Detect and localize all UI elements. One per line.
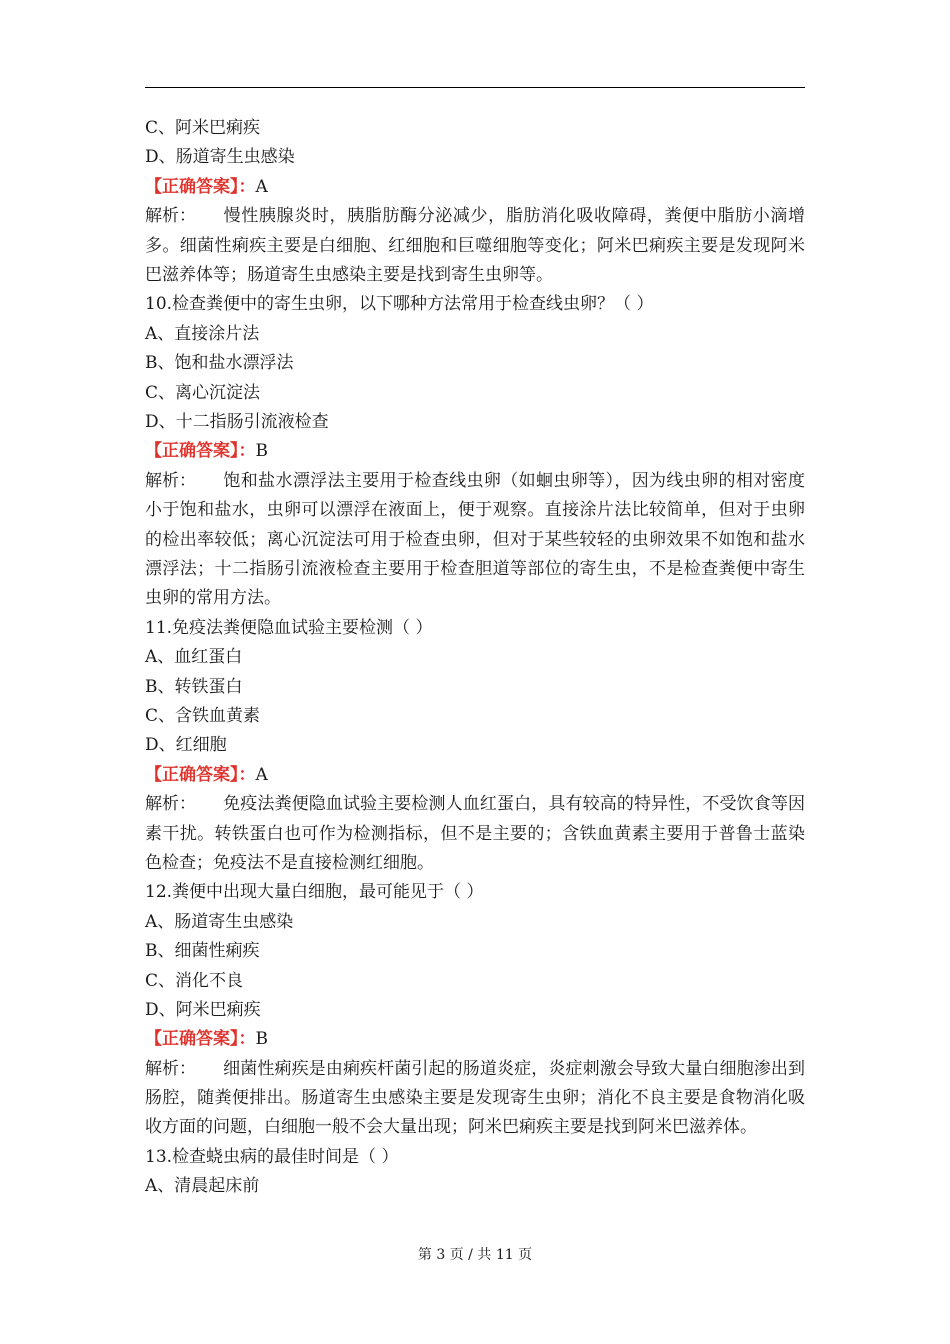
analysis-text: 细菌性痢疾是由痢疾杆菌引起的肠道炎症，炎症刺激会导致大量白细胞渗出到肠腔，随粪便排出。肠道寄生虫感染主要是发现寄生虫卵；消化不良主要是食物消化吸收方面的问题，白细胞一般不会大量出现；阿米巴痢疾主要是找到阿米巴滋养体。 <box>145 1058 805 1138</box>
question-stem: 12.粪便中出现大量白细胞，最可能见于（ ） <box>145 882 484 903</box>
analysis-paragraph <box>145 467 805 614</box>
question-stem: 10.检查粪便中的寄生虫卵，以下哪种方法常用于检查线虫卵？（ ） <box>145 294 654 315</box>
header-rule <box>145 87 805 88</box>
answer-row <box>145 173 805 202</box>
option-b: B、饱和盐水漂浮法 <box>145 353 294 374</box>
answer-label: 【正确答案】： <box>145 764 256 785</box>
answer-label: 【正确答案】： <box>145 1029 256 1050</box>
option-d: D、十二指肠引流液检查 <box>145 411 329 432</box>
answer-value: A <box>255 176 268 197</box>
page-footer <box>0 1244 950 1264</box>
answer-value: B <box>255 441 268 462</box>
footer-middle: 页 / 共 <box>449 1247 492 1263</box>
analysis-text: 饱和盐水漂浮法主要用于检查线虫卵（如蛔虫卵等），因为线虫卵的相对密度小于饱和盐水，虫卵可以漂浮在液面上，便于观察。直接涂片法比较简单，但对于虫卵的检出率较低；离心沉淀法可用于检查虫卵，但对于某些较轻的虫卵效果不如饱和盐水漂浮法；十二指肠引流液检查主要用于检查胆道等部位的寄生虫，不是检查粪便中寄生虫卵的常用方法。 <box>145 470 805 609</box>
option-c: C、消化不良 <box>145 970 244 991</box>
footer-suffix: 页 <box>518 1247 533 1263</box>
option-b: B、细菌性痢疾 <box>145 941 260 962</box>
analysis-paragraph <box>145 1055 805 1143</box>
answer-label: 【正确答案】： <box>145 441 256 462</box>
analysis-text: 慢性胰腺炎时，胰脂肪酶分泌减少，脂肪消化吸收障碍，粪便中脂肪小滴增多。细菌性痢疾主要是白细胞、红细胞和巨噬细胞等变化；阿米巴痢疾主要是发现阿米巴滋养体等；肠道寄生虫感染主要是找到寄生虫卵等。 <box>145 206 805 285</box>
analysis-paragraph <box>145 202 805 290</box>
answer-label: 【正确答案】： <box>145 176 256 197</box>
analysis-paragraph <box>145 790 805 878</box>
option-a: A、清晨起床前 <box>145 1176 260 1197</box>
footer-current-page: 3 <box>436 1247 446 1263</box>
answer-row <box>145 1025 805 1054</box>
option-c: C、离心沉淀法 <box>145 382 261 403</box>
option-c: C、含铁血黄素 <box>145 705 261 726</box>
option-a: A、直接涂片法 <box>145 323 260 344</box>
option-d: D、肠道寄生虫感染 <box>145 147 295 168</box>
footer-total-pages: 11 <box>495 1247 514 1263</box>
option-a: A、肠道寄生虫感染 <box>145 911 294 932</box>
answer-value: B <box>255 1029 268 1050</box>
answer-value: A <box>255 764 268 785</box>
analysis-label: 解析： <box>145 1058 196 1079</box>
option-d: D、阿米巴痢疾 <box>145 999 261 1020</box>
question-stem: 11.免疫法粪便隐血试验主要检测（ ） <box>145 617 433 638</box>
analysis-label: 解析： <box>145 470 196 491</box>
answer-row <box>145 761 805 790</box>
page-content <box>145 114 805 1202</box>
analysis-label: 解析： <box>145 206 196 227</box>
option-a: A、血红蛋白 <box>145 647 243 668</box>
option-c: C、阿米巴痢疾 <box>145 118 261 138</box>
option-b: B、转铁蛋白 <box>145 676 243 697</box>
analysis-label: 解析： <box>145 794 196 815</box>
footer-prefix: 第 <box>417 1247 432 1263</box>
answer-row <box>145 437 805 466</box>
analysis-text: 免疫法粪便隐血试验主要检测人血红蛋白，具有较高的特异性，不受饮食等因素干扰。转铁蛋白也可作为检测指标，但不是主要的；含铁血黄素主要用于普鲁士蓝染色检查；免疫法不是直接检测红细胞。 <box>145 794 805 873</box>
option-d: D、红细胞 <box>145 735 227 756</box>
question-stem: 13.检查蛲虫病的最佳时间是（ ） <box>145 1146 399 1167</box>
